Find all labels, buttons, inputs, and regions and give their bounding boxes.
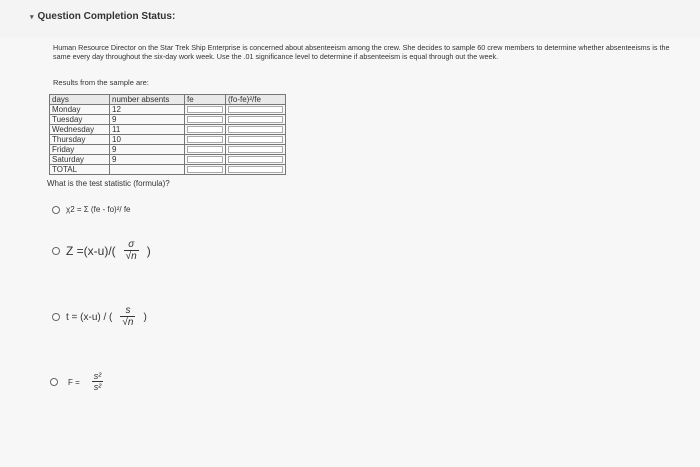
question-prompt: Human Resource Director on the Star Trek Ship Enterprise is concerned about absenteeism among the crew. She decides to sample 60 crew members to determine whether absenteeisms is the same every day throughout the six-day work week. Use the .01 significance level to determine if absenteeism is equal through out the week. [53,43,670,62]
day-cell: Tuesday [50,115,110,125]
chi-term-input-box[interactable] [228,166,283,173]
day-cell: TOTAL [50,165,110,175]
chi-term-input[interactable] [226,135,286,145]
option-chi-square[interactable] [52,205,131,214]
option-suffix: ) [146,244,151,258]
fraction [124,240,139,262]
fraction-denominator: √n [122,317,134,328]
chi-term-input[interactable] [226,165,286,175]
chi-term-input[interactable] [226,105,286,115]
absents-cell: 11 [110,125,185,135]
fraction-numerator: s² [93,371,102,381]
option-prefix: F = [68,377,80,387]
option-z-test[interactable] [52,240,151,262]
absents-cell: 9 [110,115,185,125]
fe-input[interactable] [185,125,226,135]
table-row [50,105,286,115]
option-suffix: ) [143,311,147,323]
chi-term-input[interactable] [226,125,286,135]
header-days: days [50,95,110,105]
table-header-row [50,95,286,105]
radio-button[interactable] [50,378,58,386]
fraction [92,372,104,392]
chi-term-input-box[interactable] [228,136,283,143]
chevron-down-icon[interactable]: ▾ [30,13,34,21]
table-row [50,165,286,175]
fe-input-box[interactable] [187,116,223,123]
absents-cell: 9 [110,145,185,155]
fraction-denominator: √n [125,251,137,262]
fe-input-box[interactable] [187,126,223,133]
table-row [50,135,286,145]
option-prefix: Z =(x-u)/( [66,244,116,258]
absents-cell: 9 [110,155,185,165]
table-row [50,145,286,155]
day-cell: Saturday [50,155,110,165]
radio-button[interactable] [52,247,60,255]
fraction-numerator: σ [128,239,135,250]
table-row [50,155,286,165]
chi-term-input-box[interactable] [228,126,283,133]
header-chi-term: (fo-fe)²/fe [226,95,286,105]
absents-cell: 12 [110,105,185,115]
table-row [50,125,286,135]
fraction-denominator: s² [93,382,102,392]
fe-input[interactable] [185,155,226,165]
table-row [50,115,286,125]
option-t-test[interactable] [52,306,147,328]
chi-term-input-box[interactable] [228,106,283,113]
option-prefix: t = (x-u) / ( [66,311,113,323]
chi-term-input-box[interactable] [228,146,283,153]
absents-cell: 10 [110,135,185,145]
chi-term-input[interactable] [226,145,286,155]
fe-input-box[interactable] [187,146,223,153]
day-cell: Thursday [50,135,110,145]
fraction [120,306,135,328]
header-number-absents: number absents [110,95,185,105]
results-label: Results from the sample are: [53,78,149,87]
question-completion-status[interactable] [30,11,175,22]
chi-term-input-box[interactable] [228,116,283,123]
fe-input-box[interactable] [187,166,223,173]
chi-term-input[interactable] [226,155,286,165]
fe-input[interactable] [185,105,226,115]
question-text: What is the test statistic (formula)? [47,179,170,188]
header-fe: fe [185,95,226,105]
absents-cell [110,165,185,175]
chi-term-input-box[interactable] [228,156,283,163]
fe-input-box[interactable] [187,106,223,113]
results-table [49,94,286,175]
chi-term-input[interactable] [226,115,286,125]
fe-input[interactable] [185,165,226,175]
fraction-numerator: s [125,305,131,316]
option-formula: χ2 = Σ (fe - fo)²/ fe [66,205,131,214]
day-cell: Friday [50,145,110,155]
fe-input[interactable] [185,135,226,145]
day-cell: Monday [50,105,110,115]
status-title: Question Completion Status: [37,11,176,22]
radio-button[interactable] [52,313,60,321]
fe-input[interactable] [185,145,226,155]
radio-button[interactable] [52,206,60,214]
fe-input-box[interactable] [187,156,223,163]
option-f-test[interactable] [50,372,105,392]
fe-input-box[interactable] [187,136,223,143]
fe-input[interactable] [185,115,226,125]
day-cell: Wednesday [50,125,110,135]
